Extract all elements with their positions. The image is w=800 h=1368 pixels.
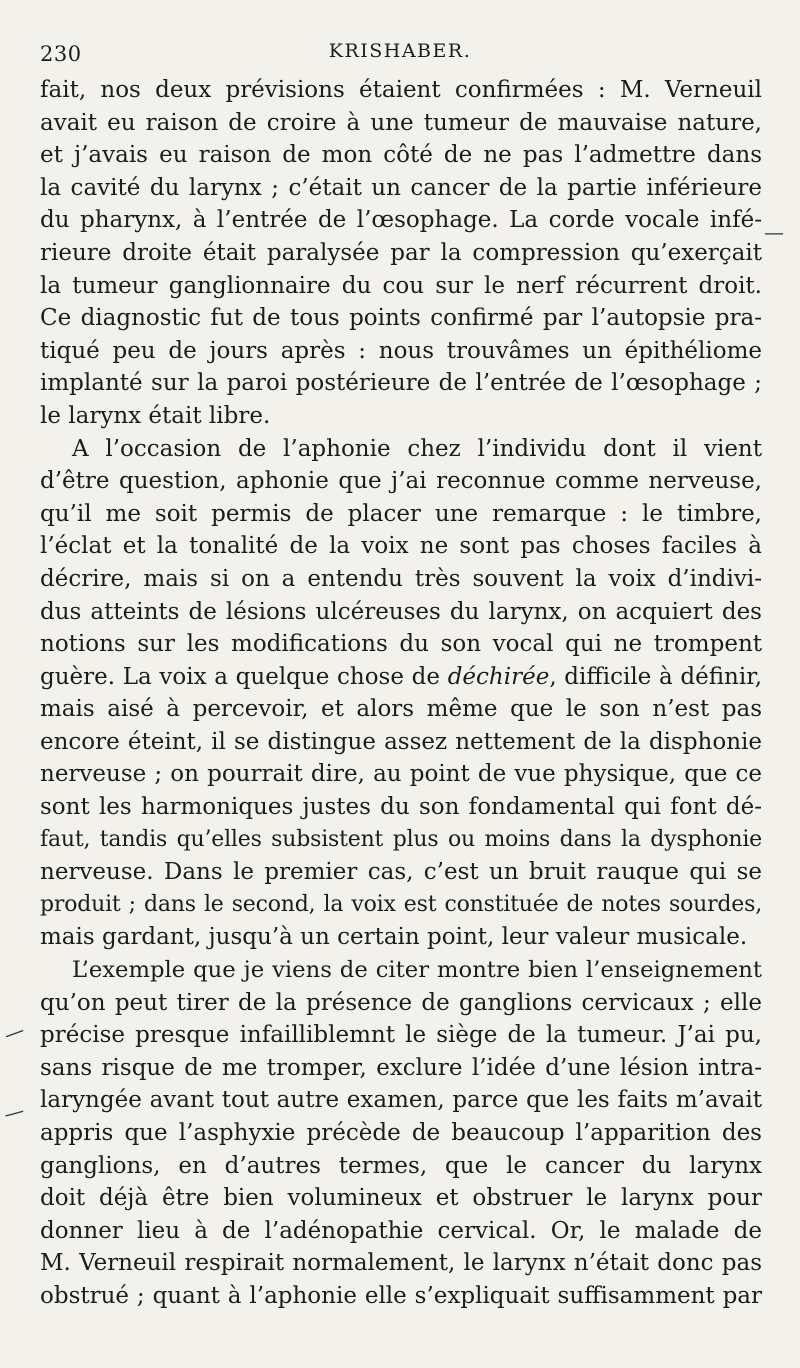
text-line-mixed [40, 661, 762, 694]
text-line: et j’avais eu raison de mon côté de ne pas l’admettre dans [40, 142, 762, 169]
text-line: mais gardant, jusqu’à un certain point, leur valeur musicale. [40, 924, 748, 951]
text-line: avait eu raison de croire à une tumeur de mauvaise nature, [40, 109, 762, 136]
text-line: qu’il me soit permis de placer une remarque : le timbre, [40, 500, 762, 527]
text-line: donner lieu à de l’adénopathie cervical. Or, le malade de [40, 1217, 762, 1244]
text-line: faut, tandis qu’elles subsistent plus ou moins dans la dysphonie [40, 826, 762, 852]
text-line: du pharynx, à l’entrée de l’œsophage. La corde vocale infé- [40, 207, 762, 234]
text-line: L’exemple que je viens de citer montre bien l’enseignement [72, 957, 762, 984]
text-line: le larynx était libre. [40, 402, 271, 429]
text-line: l’éclat et la tonalité de la voix ne sont pas choses faciles à [40, 533, 762, 560]
text-line: A l’occasion de l’aphonie chez l’individu dont il vient [72, 435, 762, 462]
text-segment: , difficile à définir, [549, 663, 763, 690]
text-line: encore éteint, il se distingue assez nettement de la disphonie [40, 728, 762, 755]
running-head: KRISHABER. [328, 40, 472, 62]
text-line: dus atteints de lésions ulcéreuses du larynx, on acquiert des [40, 598, 762, 625]
text-line: notions sur les modifications du son vocal qui ne trompent [40, 631, 762, 658]
text-line: mais aisé à percevoir, et alors même que le son n’est pas [40, 696, 762, 723]
text-line: M. Verneuil respirait normalement, le larynx n’était donc pas [40, 1250, 762, 1277]
text-line: la tumeur ganglionnaire du cou sur le nerf récurrent droit. [40, 272, 762, 299]
italic-word: déchirée [447, 663, 550, 690]
text-line: décrire, mais si on a entendu très souvent la voix d’indivi- [40, 565, 762, 592]
body-text [40, 74, 762, 1313]
text-line: fait, nos deux prévisions étaient confirmées : M. Verneuil [40, 77, 762, 103]
margin-dash-mark: — [1, 1097, 27, 1127]
text-line: sans risque de me tromper, exclure l’idée d’une lésion intra- [40, 1054, 762, 1081]
page-number: 230 [40, 42, 82, 66]
text-line: nerveuse ; on pourrait dire, au point de vue physique, que ce [40, 761, 762, 788]
text-line: laryngée avant tout autre examen, parce que les faits m’avait [40, 1087, 762, 1114]
text-line: la cavité du larynx ; c’était un cancer de la partie inférieure [40, 174, 762, 201]
text-line: tiqué peu de jours après : nous trouvâmes un épithéliome [40, 337, 762, 364]
text-line: d’être question, aphonie que j’ai reconnue comme nerveuse, [40, 468, 762, 495]
text-line: obstrué ; quant à l’aphonie elle s’expliquait suffisamment par [40, 1282, 762, 1309]
text-line: qu’on peut tirer de la présence de ganglions cervicaux ; elle [40, 989, 762, 1016]
text-line: appris que l’asphyxie précède de beaucoup l’apparition des [40, 1120, 762, 1146]
text-line: rieure droite était paralysée par la compression qu’exerçait [40, 239, 762, 266]
text-line: produit ; dans le second, la voix est constituée de notes sourdes, [40, 891, 762, 917]
text-line: doit déjà être bien volumineux et obstruer le larynx pour [40, 1185, 762, 1212]
text-line: sont les harmoniques justes du son fondamental qui font dé- [40, 794, 762, 821]
margin-dash-mark: — [0, 1017, 28, 1047]
text-line: ganglions, en d’autres termes, que le cancer du larynx [40, 1152, 762, 1179]
text-line: implanté sur la paroi postérieure de l’entrée de l’œsophage ; [40, 370, 762, 397]
text-segment: guère. La voix a quelque chose de [40, 663, 440, 690]
text-line: Ce diagnostic fut de tous points confirmé par l’autopsie pra- [40, 305, 762, 332]
margin-dash-mark: — [764, 220, 784, 244]
text-line: nerveuse. Dans le premier cas, c’est un bruit rauque qui se [40, 859, 762, 886]
text-line: précise presque infailliblemnt le siège de la tumeur. J’ai pu, [40, 1022, 762, 1049]
page-header [40, 34, 760, 64]
